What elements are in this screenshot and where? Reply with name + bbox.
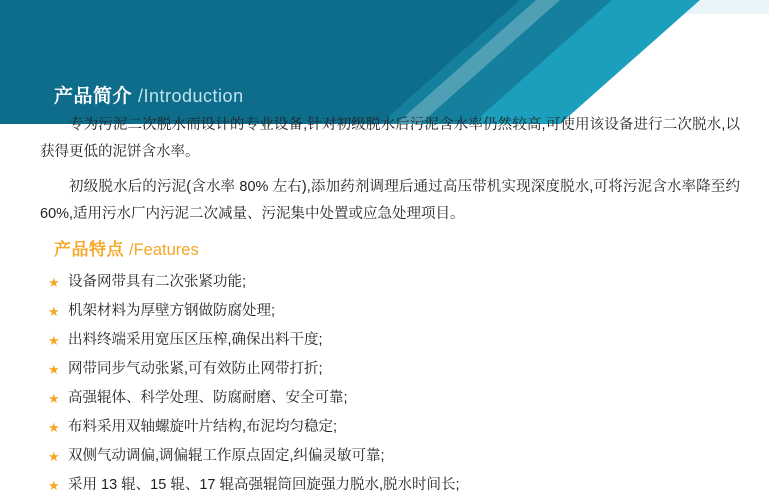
feature-text: 高强辊体、科学处理、防腐耐磨、安全可靠;	[68, 390, 348, 406]
star-icon: ★	[48, 391, 60, 406]
feature-text: 设备网带具有二次张紧功能;	[68, 274, 247, 290]
features-heading-en: /Features	[129, 241, 199, 259]
feature-text: 出料终端采用宽压区压榨,确保出料干度;	[68, 332, 323, 348]
star-icon: ★	[48, 362, 60, 377]
star-icon: ★	[48, 420, 60, 435]
star-icon: ★	[48, 449, 60, 464]
list-item	[48, 471, 748, 500]
feature-text: 布料采用双轴螺旋叶片结构,布泥均匀稳定;	[68, 419, 338, 435]
intro-paragraph-2: 初级脱水后的污泥(含水率 80% 左右),添加药剂调理后通过高压带机实现深度脱水,可将污泥含水率降至约 60%,适用污水厂内污泥二次减量、污泥集中处置或应急处理项目。	[40, 179, 740, 222]
list-item	[48, 355, 748, 384]
star-icon: ★	[48, 478, 60, 493]
page-title-en: /Introduction	[138, 86, 244, 106]
star-icon: ★	[48, 333, 60, 348]
feature-text: 机架材料为厚壁方钢做防腐处理;	[68, 303, 276, 319]
page-title	[54, 84, 244, 109]
list-item	[48, 442, 748, 471]
list-item	[48, 413, 748, 442]
list-item	[48, 297, 748, 326]
features-list	[48, 268, 748, 500]
list-item	[48, 384, 748, 413]
list-item	[48, 326, 748, 355]
feature-text: 采用 13 辊、15 辊、17 辊高强辊筒回旋强力脱水,脱水时间长;	[68, 477, 460, 493]
introduction-body	[40, 112, 740, 236]
intro-paragraph-1: 专为污泥二次脱水而设计的专业设备,针对初级脱水后污泥含水率仍然较高,可使用该设备进行二次脱水,以获得更低的泥饼含水率。	[40, 117, 740, 160]
star-icon: ★	[48, 275, 60, 290]
features-heading-zh: 产品特点	[54, 240, 124, 259]
header-banner	[0, 0, 769, 128]
list-item	[48, 268, 748, 297]
feature-text: 网带同步气动张紧,可有效防止网带打折;	[68, 361, 323, 377]
feature-text: 双侧气动调偏,调偏辊工作原点固定,纠偏灵敏可靠;	[68, 448, 385, 464]
page-title-zh: 产品简介	[54, 86, 133, 107]
features-heading	[54, 238, 199, 262]
star-icon: ★	[48, 304, 60, 319]
